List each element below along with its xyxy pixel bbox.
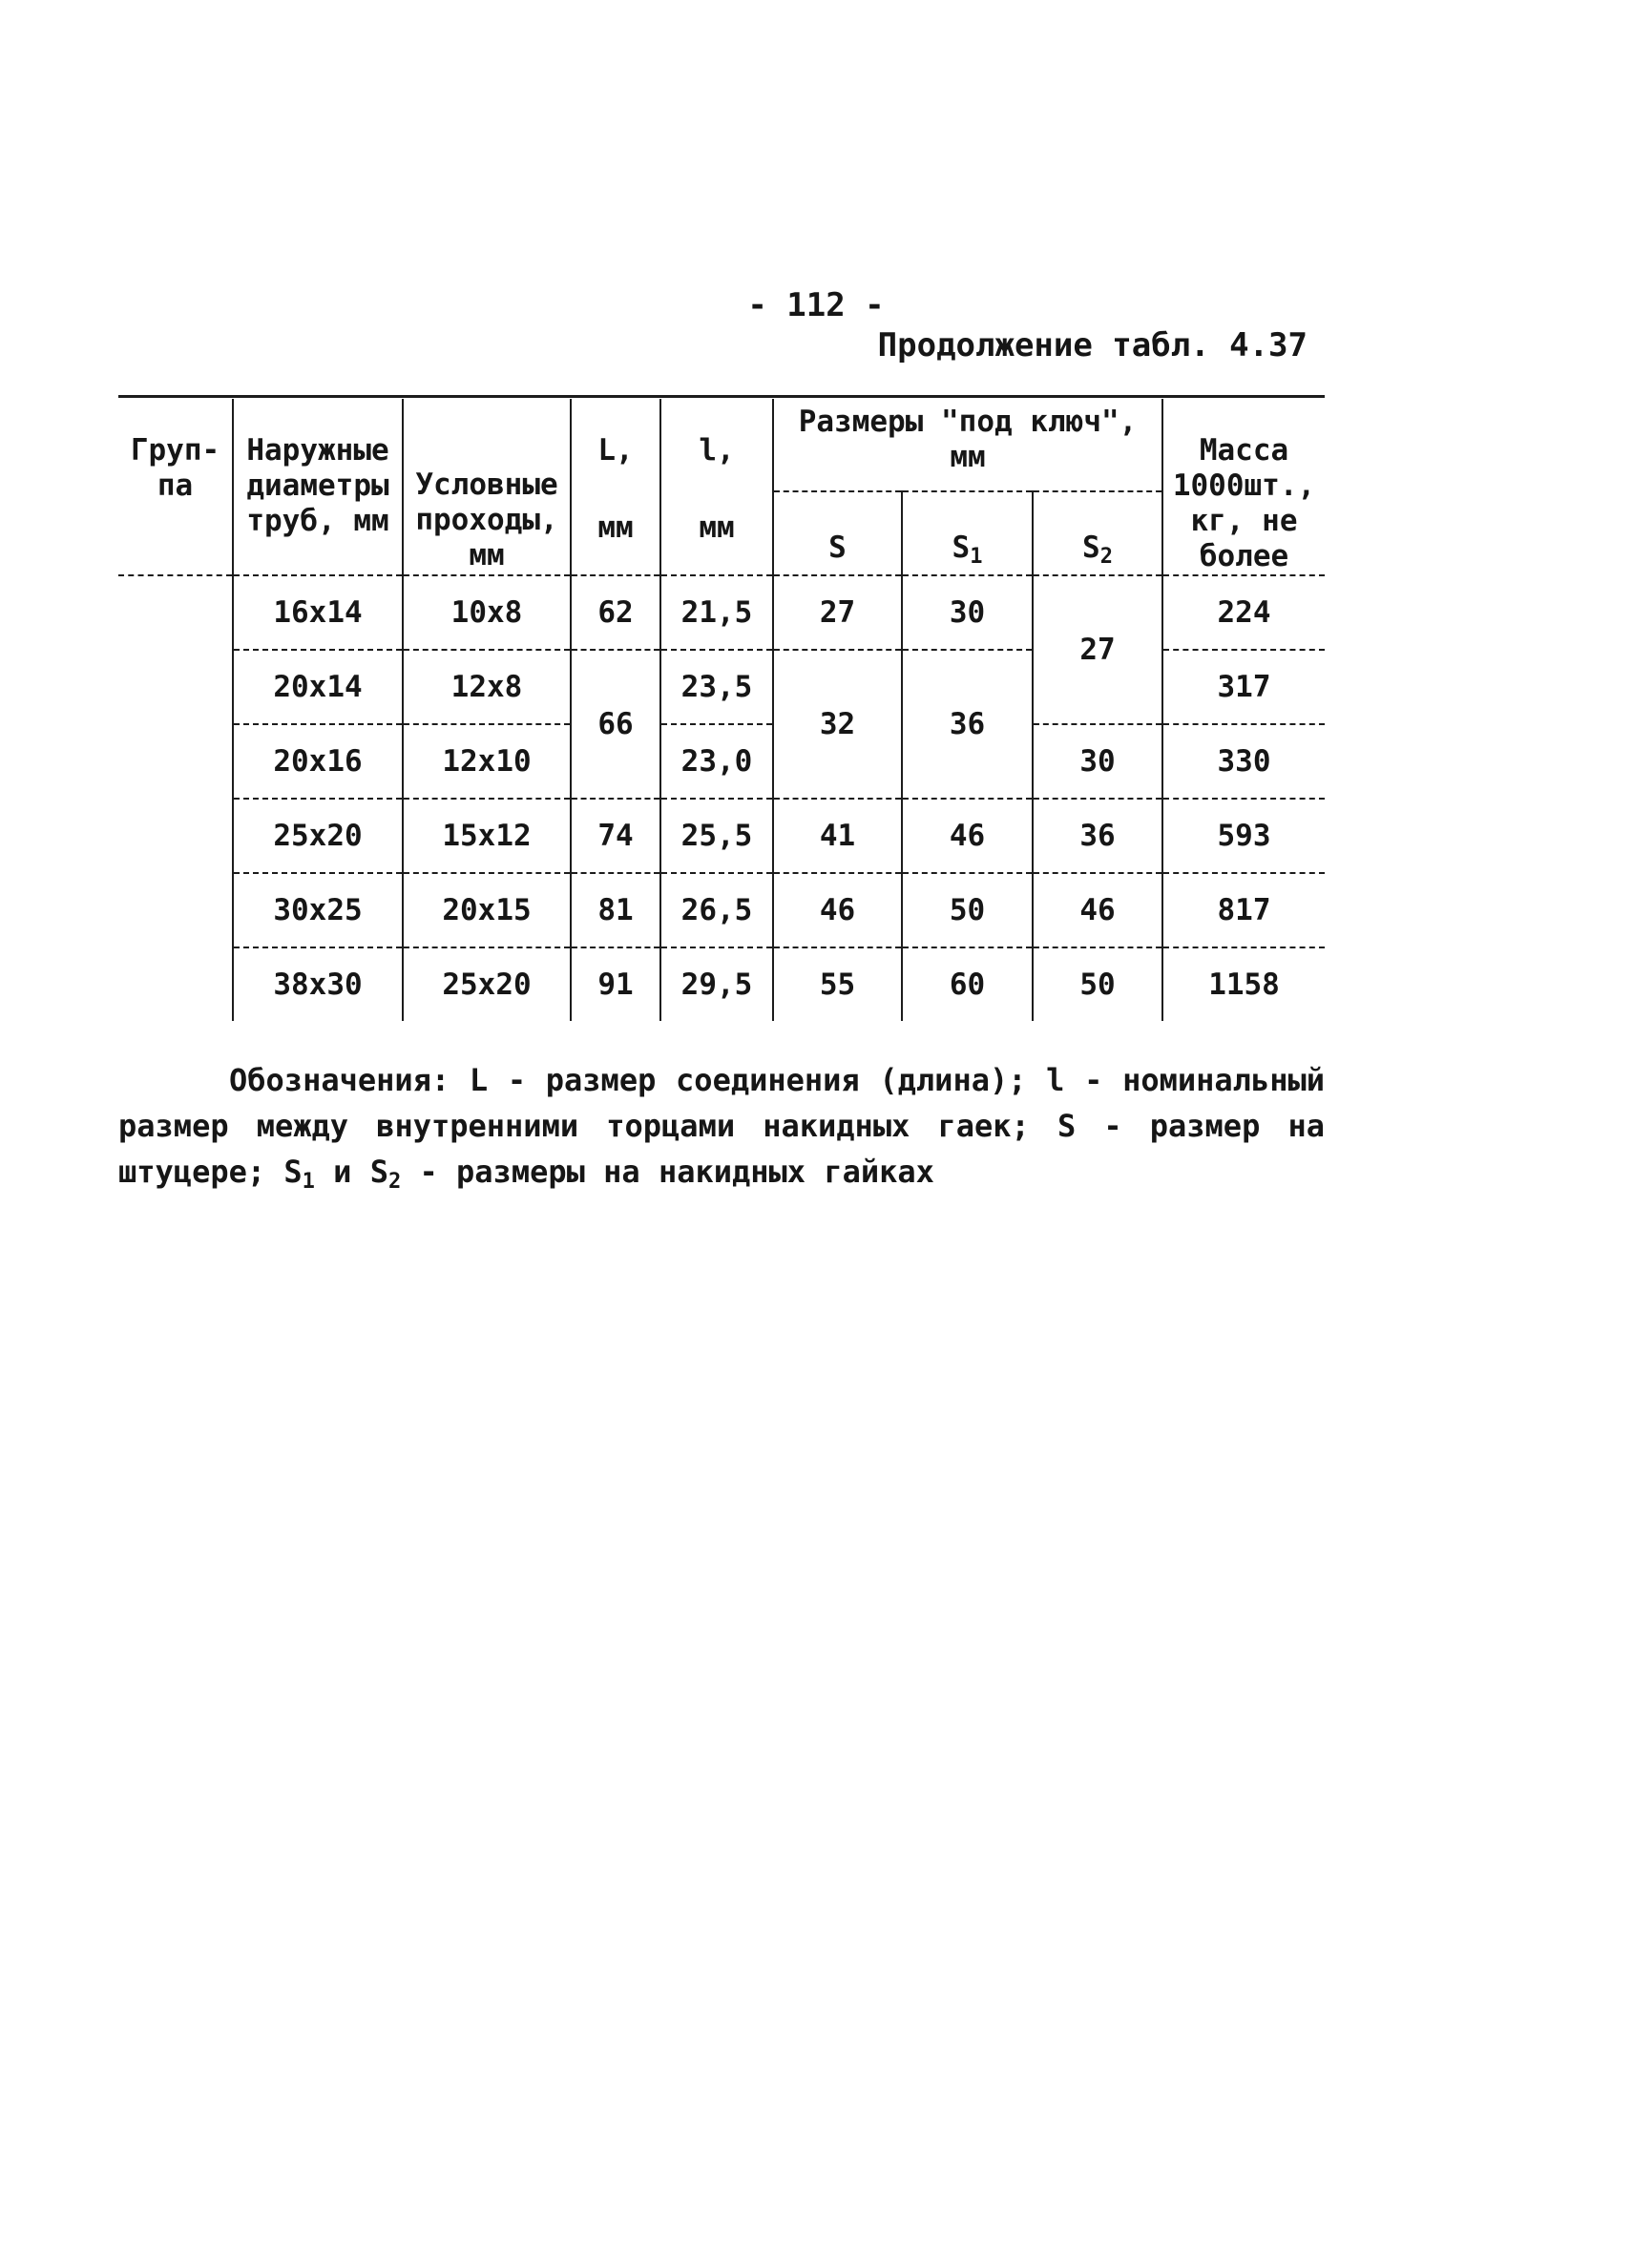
cell-mass: 224	[1162, 575, 1325, 650]
cell-nominal-passage: 12x8	[403, 650, 571, 724]
header-l-unit: мм	[699, 510, 735, 545]
cell-S1: 60	[902, 947, 1033, 1021]
page-number: - 112 -	[747, 286, 885, 324]
cell-S2: 30	[1033, 724, 1162, 799]
header-S1-index: 1	[970, 545, 983, 569]
cell-nominal-passage: 12x10	[403, 724, 571, 799]
cell-l: 23,5	[660, 650, 773, 724]
cell-S1: 50	[902, 873, 1033, 947]
cell-outer-diameter: 25x20	[233, 799, 403, 873]
table-row	[118, 799, 1325, 873]
table-row	[118, 873, 1325, 947]
notes-text: Обозначения: L - размер соединения (длина); l - номинальный размер между внутренними торцами накидных гаек; S - размер на штуцере;	[118, 1062, 1325, 1190]
cell-outer-diameter: 30x25	[233, 873, 403, 947]
cell-S2: 50	[1033, 947, 1162, 1021]
cell-l: 26,5	[660, 873, 773, 947]
cell-mass: 317	[1162, 650, 1325, 724]
table-caption: Продолжение табл. 4.37	[877, 326, 1308, 364]
header-S2-letter: S	[1082, 531, 1100, 565]
cell-mass: 817	[1162, 873, 1325, 947]
cell-outer-diameter: 16x14	[233, 575, 403, 650]
cell-S: 32	[773, 650, 902, 799]
header-S2-index: 2	[1099, 545, 1113, 569]
cell-S1: 36	[902, 650, 1033, 799]
table-row	[118, 724, 1325, 799]
header-L-label: L,	[597, 433, 634, 468]
header-S1-letter: S	[952, 531, 971, 565]
cell-nominal-passage: 15x12	[403, 799, 571, 873]
header-S1	[902, 491, 1033, 575]
header-L-unit: мм	[597, 510, 634, 545]
header-l	[660, 399, 773, 575]
header-group: Груп- па	[130, 433, 220, 503]
notes-and: и	[333, 1154, 352, 1190]
cell-S1: 30	[902, 575, 1033, 650]
cell-S1: 46	[902, 799, 1033, 873]
header-wrench-sizes: Размеры "под ключ", мм	[773, 399, 1162, 491]
table-row	[118, 575, 1325, 650]
cell-L: 66	[571, 650, 660, 799]
group-cell	[118, 575, 233, 1021]
cell-mass: 1158	[1162, 947, 1325, 1021]
header-l-label: l,	[699, 433, 735, 468]
notes-paragraph	[118, 1057, 1325, 1195]
cell-S: 55	[773, 947, 902, 1021]
cell-nominal-passage: 10x8	[403, 575, 571, 650]
table-row	[118, 947, 1325, 1021]
header-outer-diameters: Наружные диаметры труб, мм	[233, 399, 403, 575]
cell-l: 25,5	[660, 799, 773, 873]
cell-S2: 27	[1033, 575, 1162, 724]
cell-mass: 593	[1162, 799, 1325, 873]
cell-mass: 330	[1162, 724, 1325, 799]
header-L	[571, 399, 660, 575]
spec-table	[118, 399, 1325, 1021]
cell-outer-diameter: 38x30	[233, 947, 403, 1021]
header-S: S	[773, 491, 902, 575]
cell-L: 74	[571, 799, 660, 873]
cell-S: 46	[773, 873, 902, 947]
cell-l: 23,0	[660, 724, 773, 799]
header-S2	[1033, 491, 1162, 575]
cell-S: 41	[773, 799, 902, 873]
notes-tail: - размеры на накидных гайках	[419, 1154, 934, 1190]
header-mass: Масса 1000шт., кг, не более	[1162, 399, 1325, 575]
notes	[118, 1057, 1325, 1195]
cell-S2: 46	[1033, 873, 1162, 947]
cell-nominal-passage: 25x20	[403, 947, 571, 1021]
cell-nominal-passage: 20x15	[403, 873, 571, 947]
cell-L: 62	[571, 575, 660, 650]
cell-S: 27	[773, 575, 902, 650]
notes-s2: $S_2$	[369, 1154, 402, 1194]
cell-L: 81	[571, 873, 660, 947]
header-nominal-passages: Условные проходы, мм	[403, 399, 571, 575]
cell-l: 21,5	[660, 575, 773, 650]
cell-L: 91	[571, 947, 660, 1021]
cell-outer-diameter: 20x14	[233, 650, 403, 724]
notes-s1: $S_1$	[283, 1154, 315, 1194]
cell-outer-diameter: 20x16	[233, 724, 403, 799]
cell-l: 29,5	[660, 947, 773, 1021]
table-top-rule	[118, 395, 1325, 398]
cell-S2: 36	[1033, 799, 1162, 873]
